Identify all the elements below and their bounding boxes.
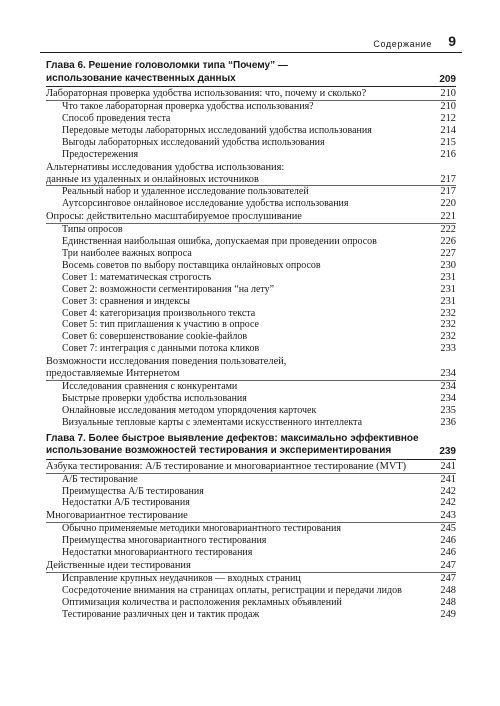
toc-subsection-entry[interactable] — [46, 597, 456, 609]
toc-entry-title-line: Передовые методы лабораторных исследований удобства использования — [62, 124, 372, 136]
toc-entry-title-line: Совет 7: интеграция с данными потока кликов — [62, 343, 260, 355]
toc-entry-page-number: 217 — [440, 186, 456, 198]
toc-subsection-entry[interactable] — [46, 535, 456, 547]
toc-entry-page-number: 234 — [440, 368, 456, 380]
toc-entry-title — [62, 535, 428, 547]
toc-entry-title-line: Единственная наибольшая ошибка, допускаемая при проведении опросов — [62, 236, 377, 248]
toc-entry-page-number: 231 — [440, 295, 456, 307]
toc-entry-page-number: 232 — [440, 319, 456, 331]
toc-subsection-entry[interactable] — [46, 308, 456, 320]
toc-subsection-entry[interactable] — [46, 547, 456, 559]
toc-entry-page-number: 247 — [440, 572, 456, 584]
toc-section-entry[interactable] — [46, 461, 456, 474]
toc-entry-title — [46, 461, 428, 473]
toc-entry-title — [62, 149, 428, 161]
toc-entry-title-line: Оптимизация количества и расположения рекламных объявлений — [62, 596, 342, 608]
toc-entry-title — [62, 417, 428, 429]
toc-entry-title — [62, 609, 428, 621]
toc-subsection-entry[interactable] — [46, 474, 456, 486]
toc-entry-page-number: 217 — [440, 173, 456, 185]
toc-entry-page-number: 234 — [440, 392, 456, 404]
toc-entry-title — [62, 260, 428, 272]
toc-subsection-entry[interactable] — [46, 497, 456, 509]
toc-entry-title — [62, 585, 428, 597]
toc-entry-title — [62, 331, 428, 343]
toc-entry-page-number: 248 — [440, 596, 456, 608]
toc-entry-title — [46, 356, 428, 380]
toc-subsection-entry[interactable] — [46, 381, 456, 393]
toc-entry-title-line: Визуальные тепловые карты с элементами искусственного интеллекта — [62, 416, 363, 428]
toc-entry-title — [62, 101, 428, 113]
toc-chapter-entry[interactable] — [46, 433, 456, 460]
toc-entry-page-number: 209 — [439, 73, 456, 85]
toc-entry-page-number: 246 — [440, 535, 456, 547]
toc-subsection-entry[interactable] — [46, 319, 456, 331]
toc-entry-page-number: 236 — [440, 416, 456, 428]
toc-entry-title — [62, 486, 428, 498]
toc-entry-title-line: Исправление крупных неудачников — входных страниц — [62, 572, 301, 584]
toc-section-entry[interactable] — [46, 510, 456, 523]
toc-entry-title — [62, 198, 428, 210]
toc-entry-title-line: Преимущества А/Б тестирования — [62, 485, 204, 497]
toc-entry-page-number: 220 — [440, 198, 456, 210]
toc-entry-title-line: Реальный набор и удаленное исследование пользователей — [62, 186, 309, 198]
toc-entry-title — [62, 137, 428, 149]
toc-entry-title — [46, 433, 428, 458]
toc-entry-title — [46, 60, 428, 85]
toc-subsection-entry[interactable] — [46, 224, 456, 236]
toc-entry-title-line: Лабораторная проверка удобства использования: что, почему и сколько? — [46, 88, 367, 100]
page-number: 9 — [448, 33, 456, 49]
toc-subsection-entry[interactable] — [46, 284, 456, 296]
toc-entry-title — [62, 224, 428, 236]
toc-entry-title-line: Совет 6: совершенствование cookie-файлов — [62, 331, 248, 343]
toc-subsection-entry[interactable] — [46, 186, 456, 198]
toc-subsection-entry[interactable] — [46, 486, 456, 498]
toc-subsection-entry[interactable] — [46, 405, 456, 417]
toc-subsection-entry[interactable] — [46, 149, 456, 161]
toc-entry-page-number: 226 — [440, 236, 456, 248]
toc-entry-title — [62, 474, 428, 486]
toc-entry-title — [62, 547, 428, 559]
toc-subsection-entry[interactable] — [46, 343, 456, 355]
toc-entry-title-line: Совет 3: сравнения и индексы — [62, 295, 190, 307]
toc-entry-title — [62, 381, 428, 393]
toc-subsection-entry[interactable] — [46, 260, 456, 272]
toc-entry-title-line: Способ проведения теста — [62, 113, 171, 124]
toc-entry-page-number: 214 — [440, 124, 456, 136]
toc-entry-title-line: Глава 7. Более быстрое выявление дефектов: максимально эффективное — [46, 432, 419, 444]
toc-entry-title — [62, 497, 428, 509]
toc-subsection-entry[interactable] — [46, 331, 456, 343]
toc-entry-page-number: 231 — [440, 283, 456, 295]
toc-entry-title — [62, 319, 428, 331]
table-of-contents — [46, 60, 456, 621]
toc-subsection-entry[interactable] — [46, 236, 456, 248]
toc-entry-title — [62, 393, 428, 405]
toc-entry-page-number: 245 — [440, 523, 456, 535]
toc-entry-page-number: 239 — [439, 446, 456, 458]
toc-entry-title — [62, 405, 428, 417]
toc-subsection-entry[interactable] — [46, 198, 456, 210]
toc-entry-title-line: Быстрые проверки удобства использования — [62, 392, 247, 404]
toc-entry-page-number: 247 — [440, 560, 456, 571]
toc-entry-page-number: 249 — [440, 608, 456, 620]
toc-entry-title-line: Что такое лабораторная проверка удобства использования? — [62, 101, 314, 113]
toc-entry-title — [46, 510, 428, 522]
toc-entry-page-number: 234 — [440, 380, 456, 392]
toc-entry-title-line: Совет 1: математическая строгость — [62, 271, 212, 283]
toc-entry-title — [46, 162, 428, 186]
toc-entry-title-line: А/Б тестирование — [62, 473, 138, 485]
toc-section-entry[interactable] — [46, 560, 456, 573]
toc-entry-page-number: 227 — [440, 247, 456, 259]
toc-entry-title — [46, 88, 428, 100]
toc-entry-title-line: Онлайновые исследования методом упорядочения карточек — [62, 404, 317, 416]
toc-entry-title-line: Три наиболее важных вопроса — [62, 247, 192, 259]
toc-entry-title — [62, 284, 428, 296]
toc-subsection-entry[interactable] — [46, 248, 456, 260]
toc-subsection-entry[interactable] — [46, 296, 456, 308]
toc-entry-page-number: 216 — [440, 148, 456, 160]
toc-entry-title-line: Азбука тестирования: А/Б тестирование и многовариантное тестирование (MVT) — [46, 460, 407, 472]
page-header — [40, 0, 462, 56]
toc-entry-title-line: Выгоды лабораторных исследований удобства использования — [62, 136, 325, 148]
toc-section-entry[interactable] — [46, 356, 456, 381]
toc-entry-title-line: Предостережения — [62, 148, 139, 160]
toc-entry-page-number: 232 — [440, 307, 456, 319]
toc-entry-title-line: Совет 5: тип приглашения к участию в опросе — [62, 319, 259, 331]
toc-entry-title-line: Типы опросов — [62, 224, 123, 236]
toc-entry-page-number: 242 — [440, 497, 456, 509]
toc-subsection-entry[interactable] — [46, 125, 456, 137]
toc-entry-page-number: 232 — [440, 331, 456, 343]
toc-entry-title — [62, 597, 428, 609]
toc-entry-title-line: Аутсорсинговое онлайновое исследование удобства использования — [62, 198, 349, 210]
toc-entry-page-number: 246 — [440, 547, 456, 559]
toc-entry-page-number: 241 — [440, 460, 456, 472]
toc-entry-page-number: 235 — [440, 404, 456, 416]
toc-entry-title-line: предоставляемые Интернетом — [46, 368, 180, 380]
toc-entry-title — [62, 125, 428, 137]
toc-entry-title — [62, 236, 428, 248]
toc-entry-title-line: Недостатки многовариантного тестирования — [62, 547, 253, 559]
toc-subsection-entry[interactable] — [46, 101, 456, 113]
toc-entry-page-number: 212 — [440, 113, 456, 124]
toc-entry-page-number: 210 — [440, 101, 456, 113]
toc-entry-page-number: 210 — [440, 88, 456, 100]
toc-chapter-entry[interactable] — [46, 60, 456, 87]
toc-subsection-entry[interactable] — [46, 573, 456, 585]
toc-entry-title — [62, 248, 428, 260]
toc-entry-title-line: данные из удаленных и онлайновых источников — [46, 173, 259, 185]
toc-subsection-entry[interactable] — [46, 609, 456, 621]
toc-subsection-entry[interactable] — [46, 585, 456, 597]
toc-entry-title-line: Глава 6. Решение головоломки типа “Почему” — — [46, 60, 288, 71]
toc-entry-title-line: Совет 2: возможности сегментирования “на лету” — [62, 283, 275, 295]
toc-entry-page-number: 248 — [440, 584, 456, 596]
toc-entry-title — [62, 272, 428, 284]
toc-entry-title-line: Недостатки А/Б тестирования — [62, 497, 190, 509]
toc-subsection-entry[interactable] — [46, 137, 456, 149]
toc-entry-title-line: Альтернативы исследования удобства использования: — [46, 161, 285, 173]
toc-subsection-entry[interactable] — [46, 523, 456, 535]
toc-entry-title — [62, 186, 428, 198]
toc-entry-title-line: использование качественных данных — [46, 72, 236, 84]
header-rule — [40, 52, 462, 53]
toc-entry-title-line: Опросы: действительно масштабируемое прослушивание — [46, 211, 302, 223]
toc-section-entry[interactable] — [46, 162, 456, 187]
toc-entry-title-line: Возможности исследования поведения пользователей, — [46, 356, 287, 368]
toc-subsection-entry[interactable] — [46, 113, 456, 125]
toc-entry-title — [62, 573, 428, 585]
toc-entry-title — [62, 343, 428, 355]
toc-entry-title — [62, 296, 428, 308]
toc-entry-title-line: Многовариантное тестирование — [46, 510, 188, 522]
toc-entry-title-line: Совет 4: категоризация произвольного текста — [62, 307, 256, 319]
toc-entry-title-line: Действенные идеи тестирования — [46, 560, 191, 571]
toc-entry-title — [46, 560, 428, 572]
toc-entry-page-number: 233 — [440, 343, 456, 355]
toc-entry-title-line: Преимущества многовариантного тестирования — [62, 535, 267, 547]
toc-entry-page-number: 241 — [440, 473, 456, 485]
toc-entry-title — [62, 523, 428, 535]
toc-subsection-entry[interactable] — [46, 417, 456, 429]
toc-entry-page-number: 231 — [440, 271, 456, 283]
toc-entry-title-line: Сосредоточение внимания на страницах оплаты, регистрации и передачи лидов — [62, 584, 402, 596]
toc-entry-title — [46, 211, 428, 223]
toc-entry-title — [62, 308, 428, 320]
toc-entry-page-number: 215 — [440, 136, 456, 148]
toc-section-entry[interactable] — [46, 211, 456, 224]
toc-subsection-entry[interactable] — [46, 272, 456, 284]
toc-entry-page-number: 221 — [440, 211, 456, 223]
toc-entry-title-line: Исследования сравнения с конкурентами — [62, 380, 238, 392]
toc-entry-page-number: 230 — [440, 259, 456, 271]
toc-entry-title — [62, 113, 428, 125]
toc-entry-page-number: 243 — [440, 510, 456, 522]
running-head-section: Содержание — [373, 39, 432, 49]
toc-section-entry[interactable] — [46, 88, 456, 101]
toc-entry-title-line: Тестирование различных цен и тактик продаж — [62, 608, 260, 620]
toc-entry-page-number: 222 — [440, 224, 456, 236]
toc-entry-page-number: 242 — [440, 485, 456, 497]
toc-entry-title-line: Восемь советов по выбору поставщика онлайновых опросов — [62, 259, 321, 271]
toc-subsection-entry[interactable] — [46, 393, 456, 405]
toc-entry-title-line: Обычно применяемые методики многовариантного тестирования — [62, 523, 341, 535]
toc-entry-title-line: использование возможностей тестирования и экспериментирования — [46, 445, 392, 457]
